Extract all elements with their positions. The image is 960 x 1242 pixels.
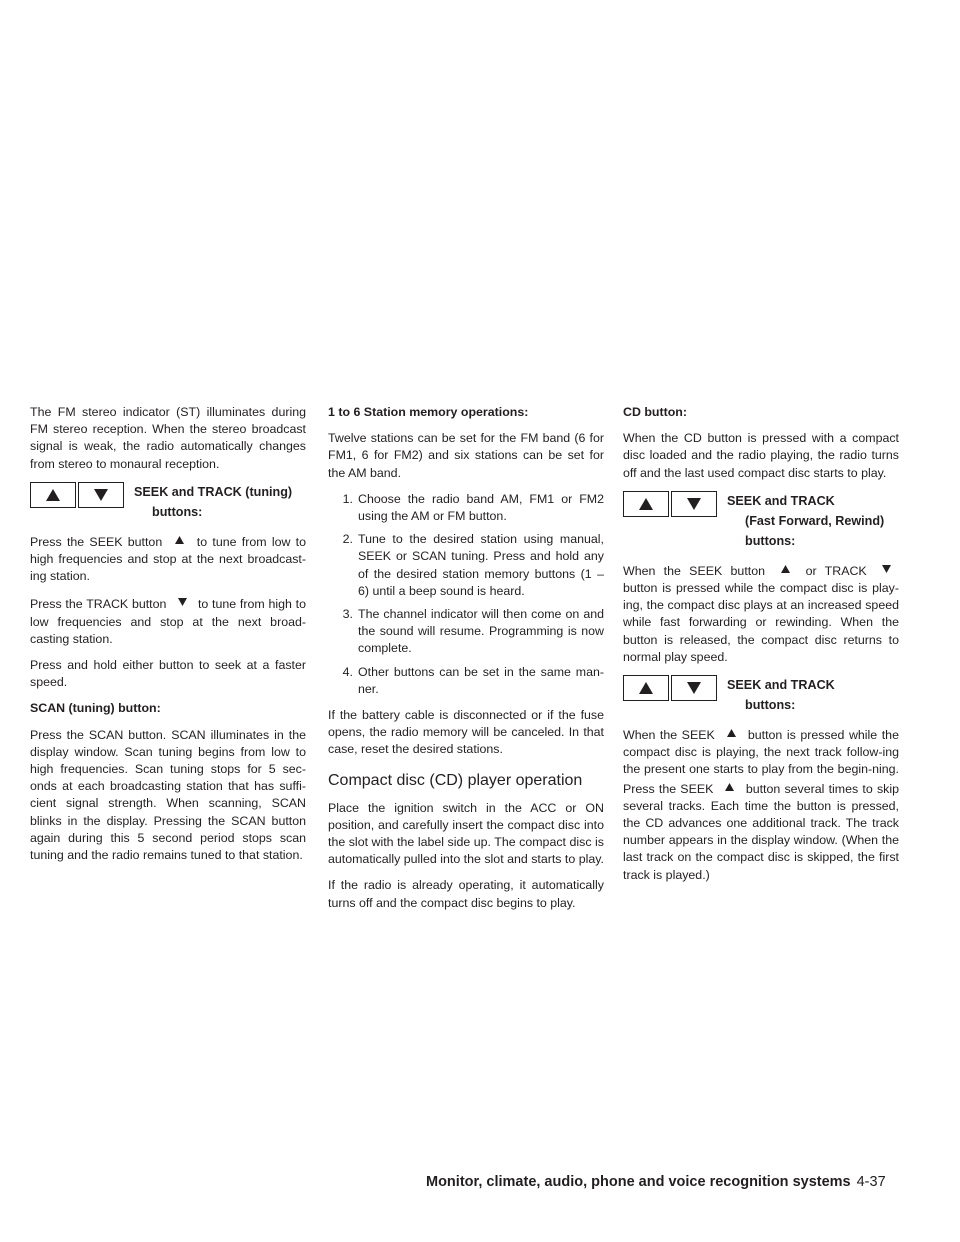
seek-track-tuning-buttons-figure [30, 482, 306, 522]
triangle-down-icon [170, 594, 194, 611]
step-number: 2. [342, 532, 353, 547]
ignition-paragraph: Place the ignition switch in the ACC or ON position, and carefully insert the compact disc into the slot with the label side up. The compact disc is automatically pulled into the slot and starts to play. [328, 800, 604, 867]
memory-steps-list [328, 491, 604, 698]
seek-up-button-illustration [30, 482, 76, 508]
next-text-b: button is pressed while the compact disc is playing, the next track follow-ing the present one starts to play from the begin-ning. Press the SEEK [623, 728, 899, 796]
next-text-c: button several times to skip several tracks. Each time the button is pressed, the CD advances one additional track. The track number appears in the display window. (When the last track on the compact disc is skipped, the first track is played.) [623, 781, 900, 882]
seek-track-tuning-heading [134, 482, 292, 522]
triangle-up-icon [639, 498, 653, 510]
page-footer [426, 1174, 886, 1190]
column-1 [30, 404, 306, 873]
cd-button-heading: CD button: [623, 405, 687, 419]
ff-text-c: button is pressed while the compact disc is play-ing, the compact disc plays at an increased speed while fast forwarding or rewinding. When the button is released, the compact disc returns to normal play speed. [623, 581, 899, 664]
triangle-up-icon [46, 489, 60, 501]
triangle-up-icon [718, 779, 742, 796]
twelve-stations-paragraph: Twelve stations can be set for the FM band (6 for FM1, 6 for FM2) and six stations can be set for the AM band. [328, 431, 604, 480]
seek-track-button-pair [623, 675, 717, 701]
scan-heading: SCAN (tuning) button: [30, 701, 161, 716]
list-item [328, 664, 604, 698]
battery-paragraph: If the battery cable is disconnected or if the fuse opens, the radio memory will be canceled. In that case, reset the desired stations. [328, 708, 604, 757]
list-item [328, 491, 604, 525]
triangle-up-icon [168, 532, 192, 549]
track-text-b: to tune from high to low frequencies and stop at the next broad-casting station. [30, 597, 306, 646]
ff-rewind-paragraph [623, 561, 899, 666]
stereo-indicator-paragraph: The FM stereo indicator (ST) illuminates during FM stereo reception. When the stereo broadcast signal is weak, the radio automatically changes from stereo to monaural reception. [30, 405, 306, 471]
next-text-a: When the SEEK [623, 728, 715, 743]
heading-line-1: SEEK and TRACK (tuning) [134, 484, 293, 499]
track-down-button-illustration [671, 675, 717, 701]
section-title: Compact disc (CD) player operation [328, 771, 583, 789]
column-2 [328, 404, 604, 921]
step-number: 3. [342, 607, 353, 622]
seek-text-b: to tune from low to high frequencies and stop at the next broadcast-ing station. [30, 534, 307, 584]
next-track-paragraph [623, 725, 899, 884]
triangle-down-icon [687, 682, 701, 694]
already-operating-paragraph: If the radio is already operating, it automatically turns off and the compact disc begins to play. [328, 878, 604, 910]
cd-button-paragraph: When the CD button is pressed with a compact disc loaded and the radio playing, the radio turns off and the last used compact disc starts to play. [623, 431, 899, 480]
triangle-up-icon [773, 561, 797, 578]
memory-heading: 1 to 6 Station memory operations: [328, 405, 529, 419]
triangle-up-icon [639, 682, 653, 694]
triangle-down-icon [687, 498, 701, 510]
seek-track-button-pair [623, 491, 717, 517]
list-item [328, 531, 604, 600]
ff-text-b: or TRACK [805, 563, 867, 578]
heading-line-1: SEEK and TRACK [727, 493, 835, 508]
heading-line-2: buttons: [745, 698, 796, 713]
heading-line-3: buttons: [745, 533, 796, 548]
seek-track-buttons-figure [623, 675, 899, 715]
heading-line-1: SEEK and TRACK [727, 678, 835, 693]
seek-text-a: Press the SEEK button [30, 534, 163, 549]
heading-line-2: buttons: [152, 504, 203, 519]
step-number: 1. [342, 491, 353, 506]
page-number: 4-37 [856, 1174, 886, 1190]
heading-line-2: (Fast Forward, Rewind) [745, 513, 885, 528]
hold-paragraph: Press and hold either button to seek at a faster speed. [30, 658, 306, 690]
step-number: 4. [342, 664, 353, 679]
seek-track-button-pair [30, 482, 124, 508]
ff-rewind-heading [727, 491, 884, 551]
step-text: Other buttons can be set in the same man-ner. [358, 664, 604, 696]
triangle-down-icon [875, 561, 899, 578]
seek-button-paragraph [30, 532, 306, 586]
step-text: Choose the radio band AM, FM1 or FM2 using the AM or FM button. [358, 491, 604, 524]
scan-paragraph: Press the SCAN button. SCAN illuminates in the display window. Scan tuning begins from low to high frequencies. Scan tuning stops for 5 sec-onds at each broadcasting station that has suffi-cient signal strength. When scanning, SCAN blinks in the display. Pressing the SCAN button again during this 5 second period stops scan tuning and the radio remains tuned to that station. [30, 727, 306, 863]
step-text: Tune to the desired station using manual, SEEK or SCAN tuning. Press and hold any of the desired station memory buttons (1 – 6) until a beep sound is heard. [358, 532, 604, 598]
track-down-button-illustration [78, 482, 124, 508]
ff-rewind-buttons-figure [623, 491, 899, 551]
seek-track-heading [727, 675, 835, 715]
track-text-a: Press the TRACK button [30, 597, 167, 612]
triangle-down-icon [94, 489, 108, 501]
ff-text-a: When the SEEK button [623, 563, 765, 578]
chapter-title: Monitor, climate, audio, phone and voice recognition systems [426, 1174, 851, 1190]
step-text: The channel indicator will then come on and the sound will resume. Programming is now complete. [358, 607, 604, 656]
track-button-paragraph [30, 594, 306, 648]
seek-up-button-illustration [623, 491, 669, 517]
triangle-up-icon [719, 725, 743, 742]
track-down-button-illustration [671, 491, 717, 517]
list-item [328, 606, 604, 658]
column-3 [623, 404, 899, 893]
seek-up-button-illustration [623, 675, 669, 701]
